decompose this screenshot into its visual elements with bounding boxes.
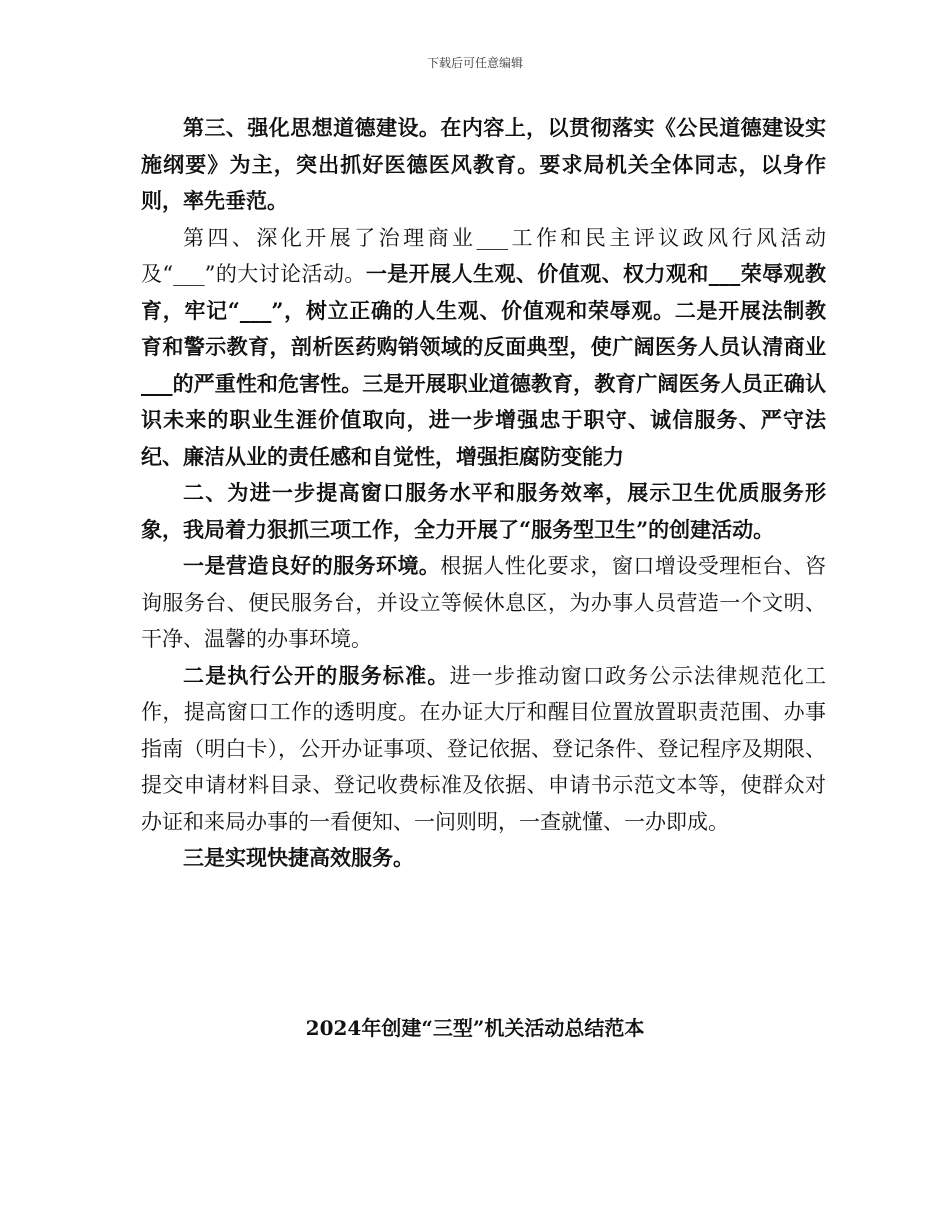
- paragraph-body-text: 进一步推动窗口政务公示法律规范化工作，提高窗口工作的透明度。在办证大厅和醒目位置放置职责范围、办事指南（明白卡），公开办证事项、登记依据、登记条件、登记程序及期限、提交申请材料目录、登记收费标准及依据、申请书示范文本等，使群众对办证和来局办事的一看便知、一问则明，一查就懂、一办即成。: [141, 663, 827, 834]
- paragraph-deepen-governance: [141, 220, 826, 476]
- document-title: 2024年创建“三型”机关活动总结范本: [305, 1016, 645, 1040]
- paragraph-heading-text: 一是营造良好的服务环境。: [183, 553, 441, 578]
- paragraph-service-environment: [141, 548, 826, 658]
- paragraph-service-window: 二、为进一步提高窗口服务水平和服务效率，展示卫生优质服务形象，我局着力狠抓三项工作，全力开展了“服务型卫生”的创建活动。: [141, 480, 826, 542]
- document-body: [141, 110, 826, 877]
- page-header: 下载后可任意编辑: [426, 56, 523, 70]
- paragraph-service-standard: [141, 658, 826, 841]
- paragraph-efficient-service: 三是实现快捷高效服务。: [183, 845, 414, 870]
- paragraph-heading-text: 二是执行公开的服务标准。: [183, 662, 450, 688]
- paragraph-body-text: 一是开展人生观、价值观、权力观和___荣辱观教育，牢记“___”，树立正确的人生观、价值观和荣辱观。二是开展法制教育和警示教育，剖析医药购销领域的反面典型，使广阔医务人员认清商业___的严重性和危害性。三是开展职业道德教育，教育广阔医务人员正确认识未来的职业生涯价值取向，进一步增强忠于职守、诚信服务、严守法纪、廉洁从业的责任感和自觉性，增强拒腐防变能力: [141, 261, 826, 469]
- paragraph-body-text: 根据人性化要求，窗口增设受理柜台、咨询服务台、便民服务台，并设立等候休息区，为办事人员营造一个文明、干净、温馨的办事环境。: [141, 554, 827, 651]
- paragraph-lead-text: 第四、深化开展了治理商业___工作和民主评议政风行风活动及“___”的大讨论活动。: [141, 225, 826, 286]
- paragraph-moral-construction: 第三、强化思想道德建设。在内容上，以贯彻落实《公民道德建设实施纲要》为主，突出抓好医德医风教育。要求局机关全体同志，以身作则，率先垂范。: [141, 115, 826, 213]
